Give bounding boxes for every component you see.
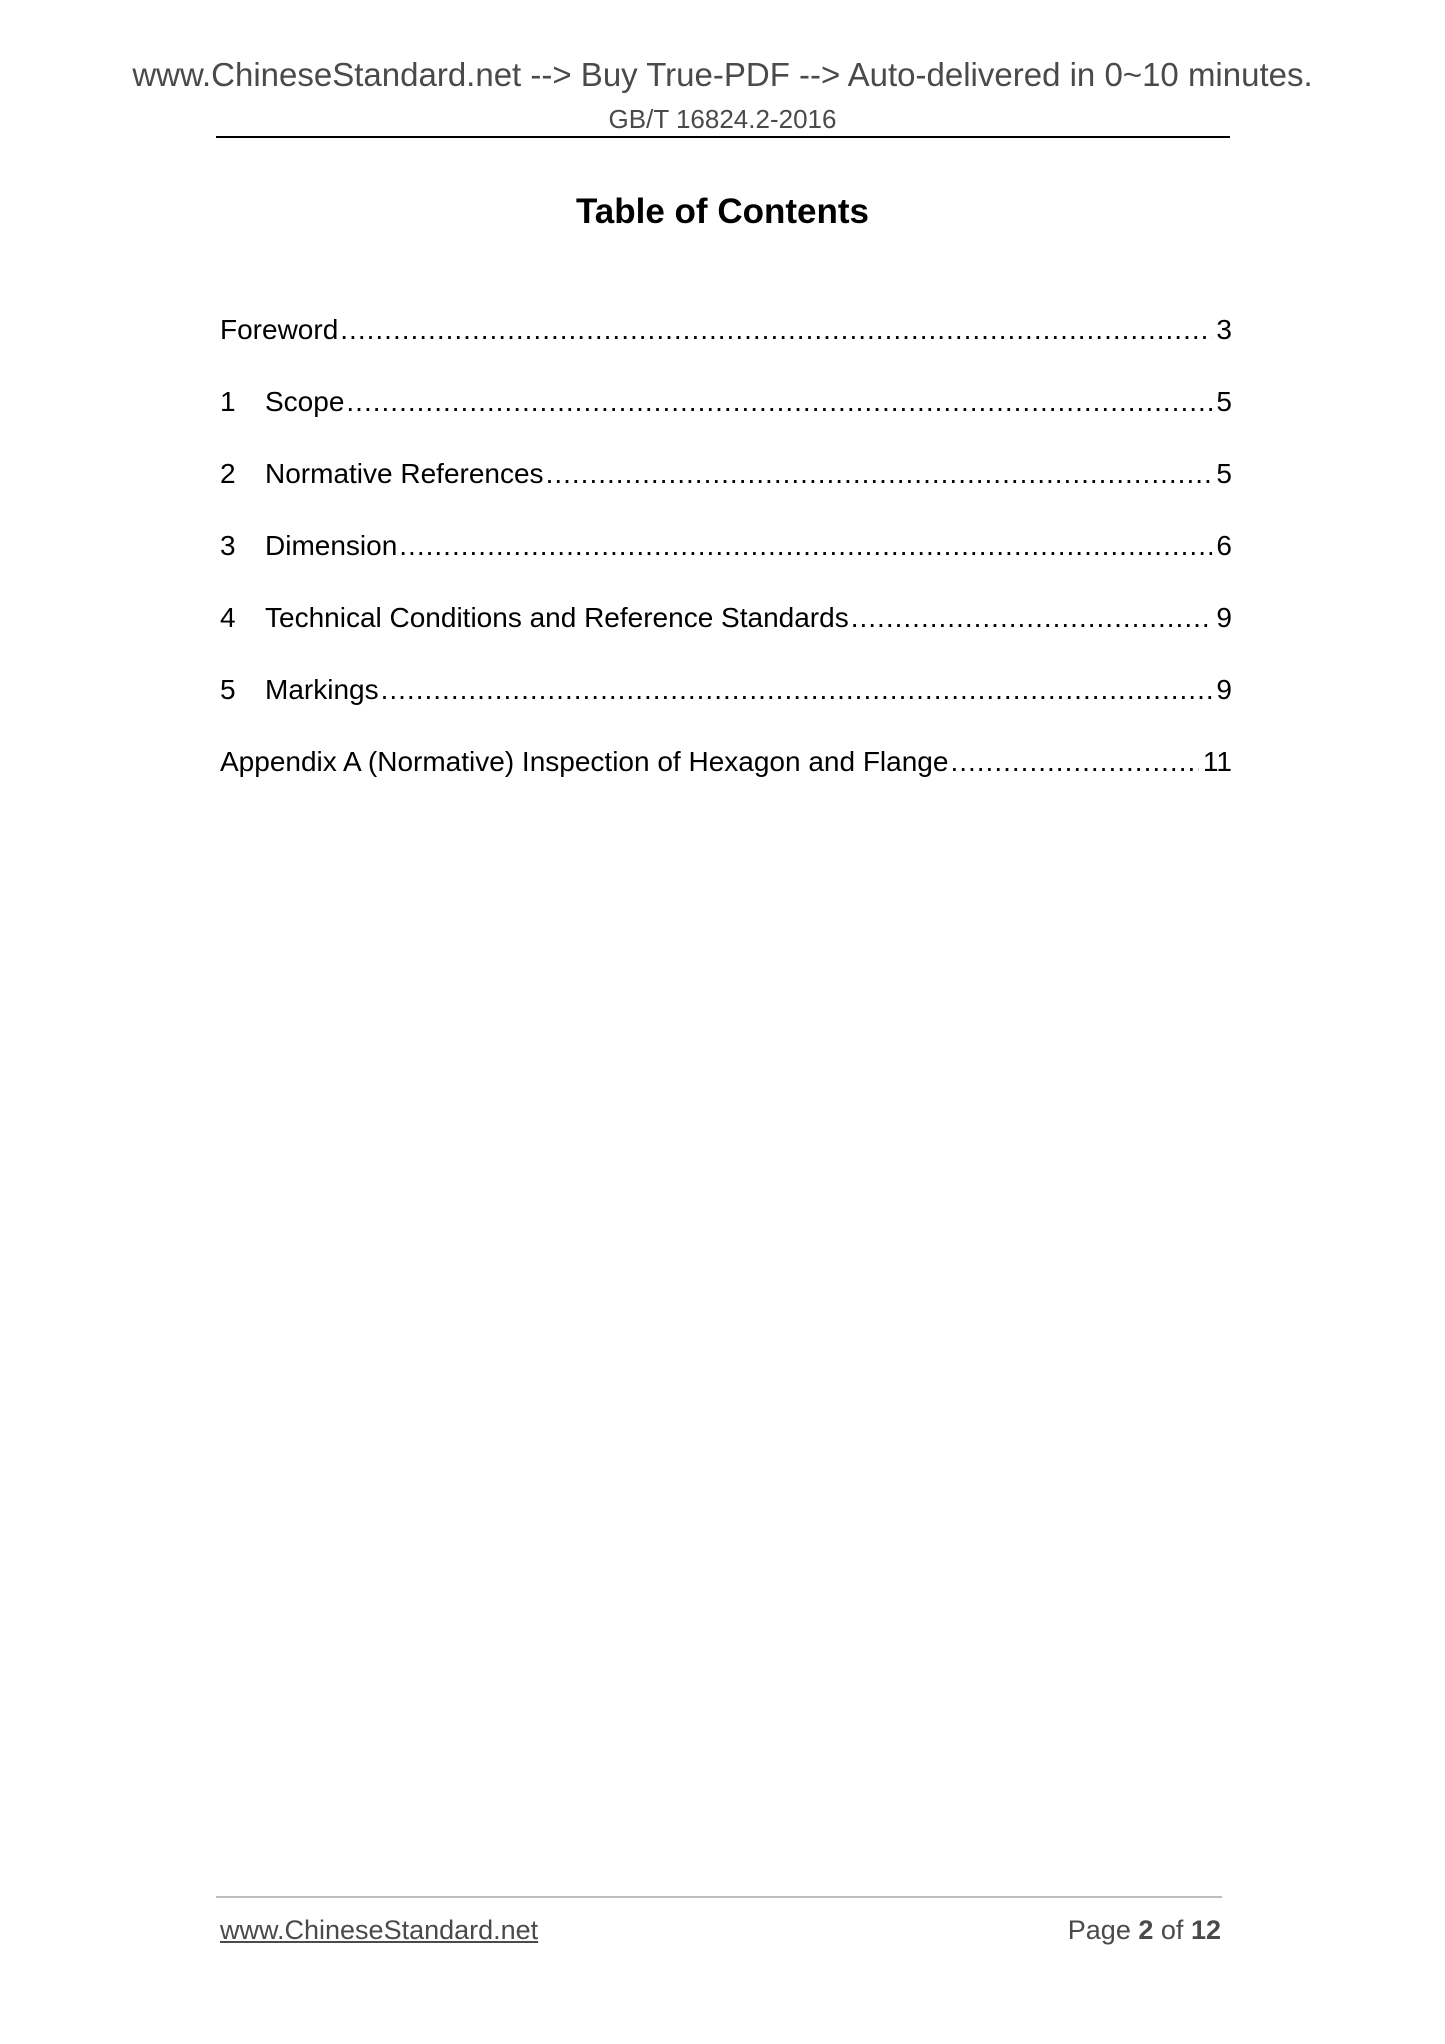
toc-entry-label: Normative References [265,458,544,489]
toc-entry-label: Foreword [220,314,339,345]
toc-entry-label: Dimension [265,530,398,561]
page-number [1068,1915,1221,1946]
toc-entry-number: 4 [220,602,236,633]
table-of-contents [220,310,1232,814]
footer-divider [216,1896,1222,1898]
toc-dot-leader [950,742,1198,782]
toc-entry-scope[interactable] [220,382,1232,454]
toc-entry-number: 2 [220,458,236,489]
toc-entry-label: Technical Conditions and Reference Standards [265,602,849,633]
toc-dot-leader [399,526,1212,566]
toc-entry-page: 5 [1216,386,1232,417]
toc-dot-leader [381,670,1213,710]
toc-entry-normative-references[interactable] [220,454,1232,526]
toc-dot-leader [851,598,1213,638]
toc-entry-page: 11 [1202,746,1232,777]
toc-entry-page: 9 [1216,602,1232,633]
header-divider [216,136,1230,138]
toc-entry-page: 5 [1216,458,1232,489]
current-page: 2 [1138,1915,1154,1945]
toc-title: Table of Contents [576,192,869,231]
footer-website-link[interactable]: www.ChineseStandard.net [220,1915,539,1945]
toc-entry-number: 1 [220,386,236,417]
header-banner: www.ChineseStandard.net --> Buy True-PDF --> Auto-delivered in 0~10 minutes. [132,56,1313,93]
page-prefix: Page [1067,1915,1131,1945]
toc-dot-leader [340,310,1212,350]
total-pages: 12 [1190,1915,1221,1945]
page-of: of [1160,1915,1184,1945]
toc-entry-label: Scope [265,386,345,417]
toc-entry-page: 6 [1216,530,1232,561]
toc-entry-page: 3 [1216,314,1232,345]
toc-entry-markings[interactable] [220,670,1232,742]
toc-dot-leader [546,454,1213,494]
toc-entry-label: Appendix A (Normative) Inspection of Hexagon and Flange [220,746,949,777]
toc-dot-leader [346,382,1212,422]
standard-number: GB/T 16824.2-2016 [608,104,837,134]
toc-entry-dimension[interactable] [220,526,1232,598]
toc-entry-number: 3 [220,530,236,561]
toc-entry-appendix-a[interactable] [220,742,1232,814]
toc-entry-technical-conditions[interactable] [220,598,1232,670]
toc-entry-page: 9 [1216,674,1232,705]
toc-entry-label: Markings [265,674,379,705]
toc-entry-foreword[interactable] [220,310,1232,382]
toc-entry-number: 5 [220,674,236,705]
